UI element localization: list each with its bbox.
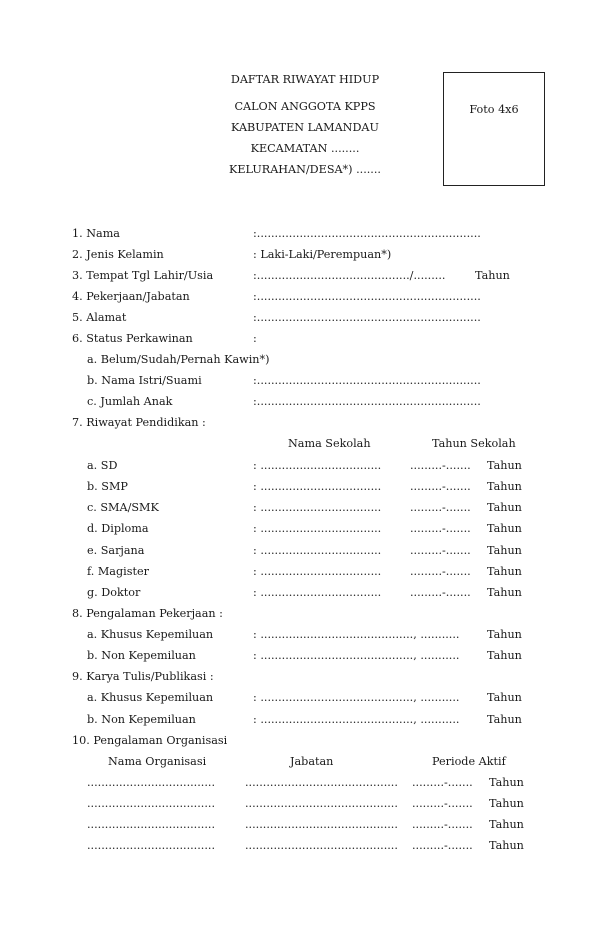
edu-school-field[interactable]: : ..................................: [253, 501, 382, 514]
org-period-field[interactable]: .........-.......: [412, 839, 473, 852]
work-unit: Tahun: [487, 628, 522, 641]
document-title: DAFTAR RIWAYAT HIDUP: [230, 73, 380, 86]
org-name-field[interactable]: ....................................: [87, 839, 216, 852]
field-status-b[interactable]: :...............................................................: [253, 374, 481, 387]
org-unit: Tahun: [489, 776, 524, 789]
work-field[interactable]: : ..........................................., ...........: [253, 649, 460, 662]
pub-unit: Tahun: [487, 691, 522, 704]
edu-unit: Tahun: [487, 480, 522, 493]
org-unit: Tahun: [489, 818, 524, 831]
edu-year-field[interactable]: .........-.......: [410, 565, 471, 578]
col-tahun-sekolah: Tahun Sekolah: [432, 437, 516, 450]
col-nama-organisasi: Nama Organisasi: [108, 755, 207, 768]
edu-label: g. Doktor: [87, 586, 141, 599]
pub-field[interactable]: : ..........................................., ...........: [253, 691, 460, 704]
edu-label: b. SMP: [87, 480, 128, 493]
field-nama[interactable]: :...............................................................: [253, 227, 481, 240]
edu-school-field[interactable]: : ..................................: [253, 522, 382, 535]
pub-label: a. Khusus Kepemiluan: [87, 691, 214, 704]
section-pendidikan: 7. Riwayat Pendidikan :: [72, 416, 206, 429]
pub-label: b. Non Kepemiluan: [87, 713, 196, 726]
org-position-field[interactable]: ...........................................: [245, 797, 398, 810]
field-pekerjaan[interactable]: :...............................................................: [253, 290, 481, 303]
org-period-field[interactable]: .........-.......: [412, 797, 473, 810]
pub-field[interactable]: : ..........................................., ...........: [253, 713, 460, 726]
subtitle-kecamatan: KECAMATAN ........: [250, 142, 360, 155]
edu-year-field[interactable]: .........-.......: [410, 544, 471, 557]
work-label: b. Non Kepemiluan: [87, 649, 196, 662]
label-status-c: c. Jumlah Anak: [87, 395, 173, 408]
edu-school-field[interactable]: : ..................................: [253, 565, 382, 578]
edu-school-field[interactable]: : ..................................: [253, 586, 382, 599]
edu-unit: Tahun: [487, 459, 522, 472]
org-name-field[interactable]: ....................................: [87, 776, 216, 789]
edu-school-field[interactable]: : ..................................: [253, 459, 382, 472]
org-name-field[interactable]: ....................................: [87, 797, 216, 810]
label-status-b: b. Nama Istri/Suami: [87, 374, 202, 387]
org-unit: Tahun: [489, 839, 524, 852]
edu-unit: Tahun: [487, 501, 522, 514]
photo-placeholder: [443, 72, 545, 186]
edu-unit: Tahun: [487, 522, 522, 535]
edu-year-field[interactable]: .........-.......: [410, 586, 471, 599]
edu-unit: Tahun: [487, 586, 522, 599]
edu-year-field[interactable]: .........-.......: [410, 501, 471, 514]
label-status: 6. Status Perkawinan: [72, 332, 193, 345]
section-pengalaman: 8. Pengalaman Pekerjaan :: [72, 607, 223, 620]
edu-year-field[interactable]: .........-.......: [410, 480, 471, 493]
label-alamat: 5. Alamat: [72, 311, 127, 324]
label-ttl: 3. Tempat Tgl Lahir/Usia: [72, 269, 214, 282]
col-nama-sekolah: Nama Sekolah: [288, 437, 371, 450]
field-status-colon: :: [253, 332, 257, 345]
col-periode-aktif: Periode Aktif: [432, 755, 506, 768]
org-period-field[interactable]: .........-.......: [412, 776, 473, 789]
subtitle-kabupaten: KABUPATEN LAMANDAU: [231, 121, 379, 134]
photo-label: Foto 4x6: [469, 103, 519, 116]
edu-label: e. Sarjana: [87, 544, 145, 557]
subtitle-kelurahan: KELURAHAN/DESA*) .......: [229, 163, 381, 176]
work-label: a. Khusus Kepemiluan: [87, 628, 214, 641]
col-jabatan: Jabatan: [290, 755, 334, 768]
edu-year-field[interactable]: .........-.......: [410, 522, 471, 535]
work-field[interactable]: : ..........................................., ...........: [253, 628, 460, 641]
edu-year-field[interactable]: .........-.......: [410, 459, 471, 472]
edu-school-field[interactable]: : ..................................: [253, 544, 382, 557]
edu-label: c. SMA/SMK: [87, 501, 159, 514]
org-position-field[interactable]: ...........................................: [245, 818, 398, 831]
field-jenis-kelamin[interactable]: : Laki-Laki/Perempuan*): [253, 248, 392, 261]
org-period-field[interactable]: .........-.......: [412, 818, 473, 831]
edu-unit: Tahun: [487, 565, 522, 578]
edu-label: a. SD: [87, 459, 118, 472]
edu-label: f. Magister: [87, 565, 149, 578]
work-unit: Tahun: [487, 649, 522, 662]
label-nama: 1. Nama: [72, 227, 120, 240]
unit-tahun: Tahun: [475, 269, 510, 282]
subtitle-kpps: CALON ANGGOTA KPPS: [234, 100, 376, 113]
label-status-a: a. Belum/Sudah/Pernah Kawin*): [87, 353, 270, 366]
section-organisasi: 10. Pengalaman Organisasi: [72, 734, 228, 747]
field-alamat[interactable]: :...............................................................: [253, 311, 481, 324]
label-jenis-kelamin: 2. Jenis Kelamin: [72, 248, 164, 261]
edu-label: d. Diploma: [87, 522, 149, 535]
org-name-field[interactable]: ....................................: [87, 818, 216, 831]
org-unit: Tahun: [489, 797, 524, 810]
org-position-field[interactable]: ...........................................: [245, 776, 398, 789]
field-status-c[interactable]: :...............................................................: [253, 395, 481, 408]
edu-unit: Tahun: [487, 544, 522, 557]
label-pekerjaan: 4. Pekerjaan/Jabatan: [72, 290, 190, 303]
edu-school-field[interactable]: : ..................................: [253, 480, 382, 493]
pub-unit: Tahun: [487, 713, 522, 726]
field-ttl[interactable]: :.........................................../.........: [253, 269, 446, 282]
org-position-field[interactable]: ...........................................: [245, 839, 398, 852]
section-karya: 9. Karya Tulis/Publikasi :: [72, 670, 214, 683]
